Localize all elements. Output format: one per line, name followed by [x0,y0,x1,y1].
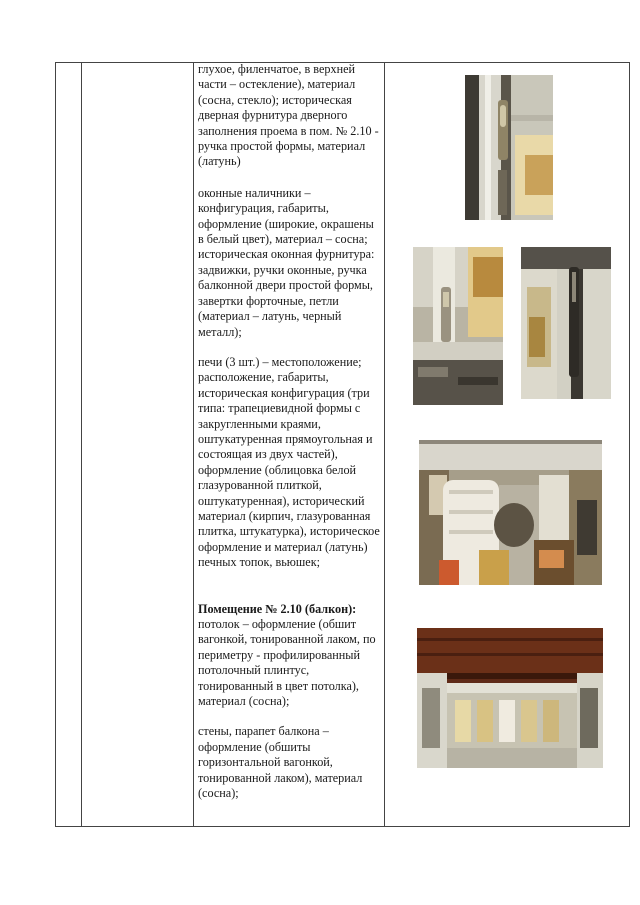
table-col-border-1 [55,62,56,827]
window-description: оконные наличники – конфигурация, габариты, оформление (широкие, окрашены в белый цвет), материал – сосна; историческая оконная фурнитура: задвижки, ручки оконные, ручка балконной двери простой формы, завертки форточные, петли (материал – латунь, черный металл); [198,185,375,339]
stove-room-photo [419,440,602,585]
window-hardware-photo-left [413,247,503,405]
ceiling-description: потолок – оформление (обшит вагонкой, тонированной лаком, по периметру - профилированный потолочный плинтус, тонированный в цвет потолка), материал (сосна); [198,617,376,709]
walls-description: стены, парапет балкона – оформление (обшиты горизонтальной вагонкой, тонированной лаком), материал (сосна); [198,724,363,801]
table-col-border-3 [193,62,194,827]
window-hardware-photo-right [521,247,611,399]
description-cell [198,62,381,801]
balcony-photo [417,628,603,768]
door-handle-photo [465,75,553,220]
stove-description: печи (3 шт.) – местоположение; расположение, габариты, историческая конфигурация (три типа: трапециевидной формы с закругленными краями, оштукатуренная прямоугольная и состоящая из двух частей), оформление (облицовка белой глазурованной плиткой, оштукатуренная), исторический материал (кирпич, глазурованная плитка, штукатурка), историческое оформление и материал (латунь) печных топок, вьюшек; [198,354,380,570]
door-description: глухое, филенчатое, в верхней части – остекление), материал (сосна, стекло); историческая дверная фурнитура дверного заполнения проема в пом. № 2.10 - ручка простой формы, материал (латунь) [198,62,379,169]
table-bottom-border [55,826,630,827]
table-col-border-2 [81,62,82,827]
table-col-border-5 [629,62,630,827]
room-heading: Помещение № 2.10 (балкон): [198,601,357,616]
table-col-border-4 [384,62,385,827]
